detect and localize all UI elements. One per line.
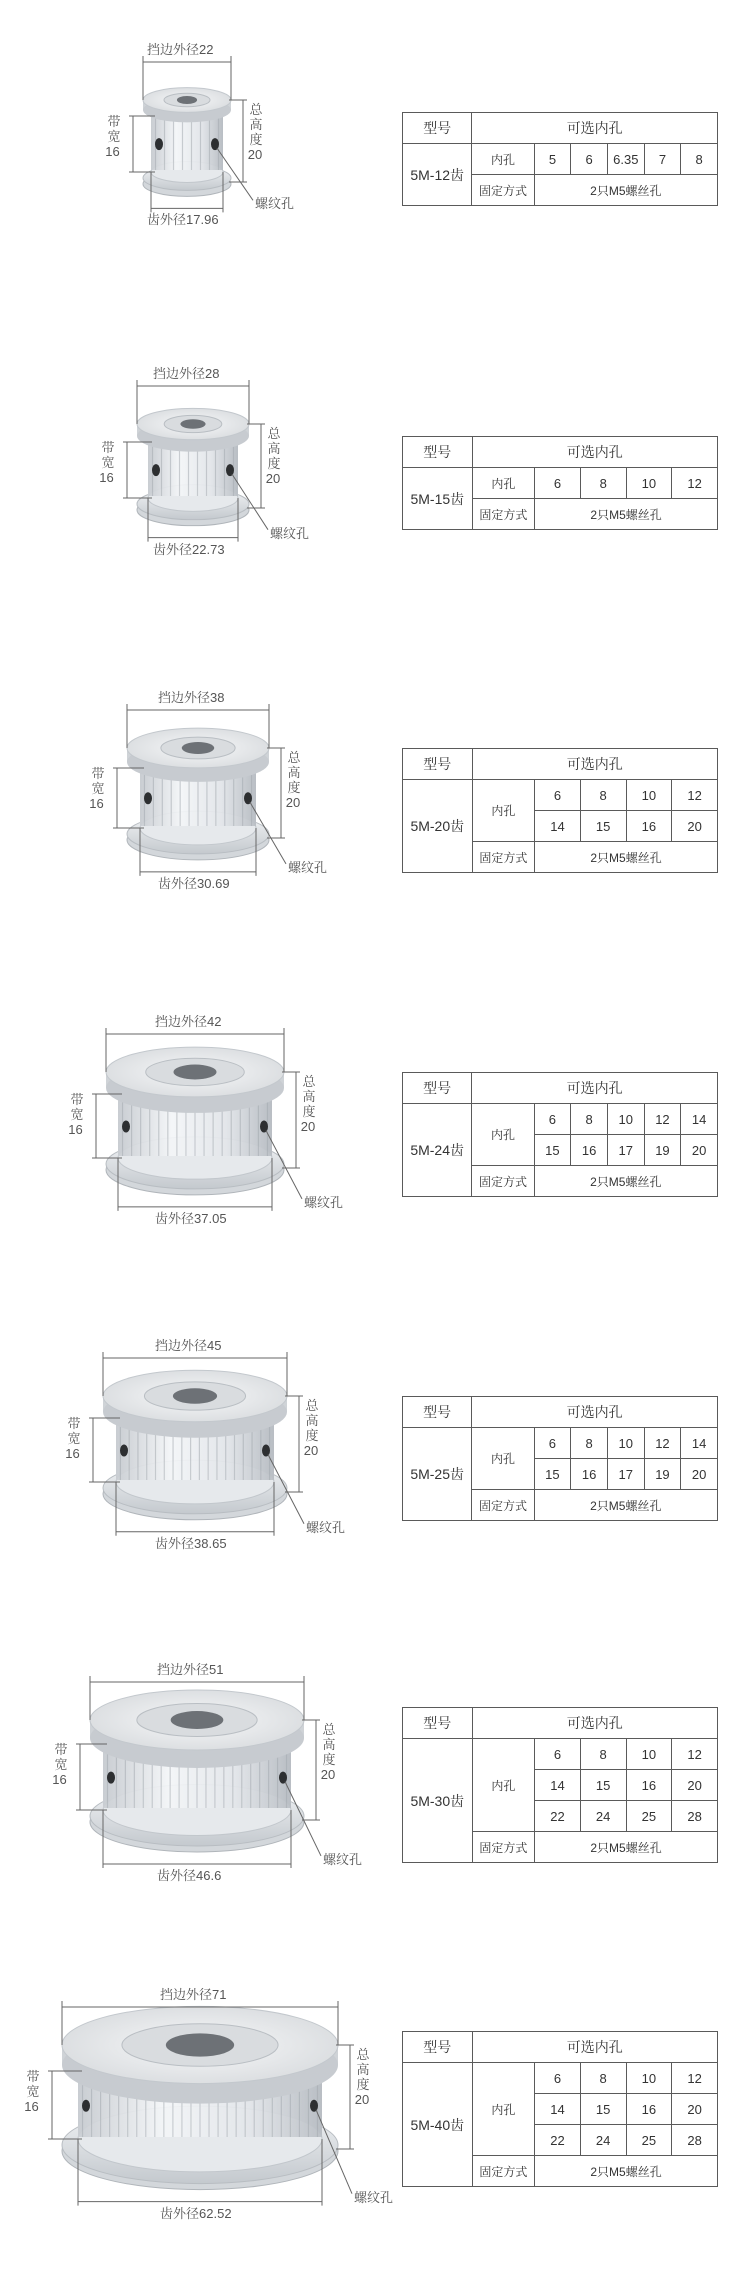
bore-size-cell: 16 <box>571 1135 608 1166</box>
belt-width-char: 宽 <box>70 1107 84 1122</box>
screw-hole-label: 螺纹孔 <box>288 859 328 875</box>
model-header: 型号 <box>403 113 472 144</box>
bore-size-cell: 6 <box>534 1104 571 1135</box>
tooth-diameter-label <box>158 876 230 892</box>
pulley-figure <box>0 1660 400 1960</box>
bore-size-cell: 14 <box>681 1104 718 1135</box>
pulley-figure <box>0 1012 400 1312</box>
total-height-char: 度 <box>267 456 281 471</box>
bore-size-cell: 8 <box>580 780 626 811</box>
bore-size-cell: 17 <box>607 1135 644 1166</box>
tooth-prefix: 齿外径 <box>155 1210 195 1226</box>
pulley-figure <box>0 688 400 988</box>
screw-hole-label: 螺纹孔 <box>270 525 310 541</box>
flange-value: 42 <box>207 1014 222 1029</box>
bore-size-cell: 12 <box>672 2063 718 2094</box>
bore-size-cell: 28 <box>672 1801 718 1832</box>
belt-width-label <box>91 766 105 811</box>
pulley-figure <box>0 40 400 340</box>
tooth-prefix: 齿外径 <box>158 875 198 891</box>
bore-size-cell: 6 <box>535 2063 581 2094</box>
model-header: 型号 <box>403 1073 472 1104</box>
belt-width-value: 16 <box>24 2099 39 2114</box>
flange-prefix: 挡边外径 <box>157 1662 210 1677</box>
total-height-char: 高 <box>356 2062 370 2077</box>
bore-size-cell: 24 <box>580 1801 626 1832</box>
screw-hole-left <box>120 1445 128 1457</box>
belt-width-char: 带 <box>54 1742 68 1757</box>
bore-size-cell: 8 <box>571 1428 608 1459</box>
flange-diameter-label <box>155 1014 221 1030</box>
model-header: 型号 <box>403 749 473 780</box>
pulley-drawing <box>0 40 400 340</box>
flange-diameter-label <box>147 42 213 58</box>
bore-row <box>403 1428 718 1459</box>
tooth-value: 17.96 <box>186 212 219 228</box>
bore-size-cell: 10 <box>626 780 672 811</box>
tooth-prefix: 齿外径 <box>153 541 193 557</box>
flange-prefix: 挡边外径 <box>147 42 200 57</box>
screw-hole-left <box>107 1772 115 1784</box>
bore-size-cell: 16 <box>626 1770 672 1801</box>
bore-hole <box>173 1388 217 1403</box>
spec-table <box>402 2031 718 2187</box>
tooth-value: 38.65 <box>194 1535 227 1551</box>
screw-hole-label: 螺纹孔 <box>306 1519 346 1535</box>
flange-value: 45 <box>207 1338 222 1353</box>
pulley-section <box>0 1012 750 1312</box>
model-header: 型号 <box>403 1708 473 1739</box>
bore-size-cell: 8 <box>681 144 718 175</box>
bore-size-cell: 19 <box>644 1459 681 1490</box>
table-header-row <box>403 1708 718 1739</box>
flange-diameter-label <box>155 1338 221 1354</box>
bore-label-cell: 内孔 <box>472 1739 535 1832</box>
flange-value: 22 <box>199 42 214 57</box>
bore-row <box>403 1739 718 1770</box>
bore-size-cell: 25 <box>626 2125 672 2156</box>
model-cell: 5M-12齿 <box>403 144 472 206</box>
belt-width-char: 带 <box>91 766 105 781</box>
total-height-value: 20 <box>320 1767 336 1782</box>
total-height-label <box>302 1074 316 1134</box>
tooth-value: 30.69 <box>197 875 230 891</box>
flange-prefix: 挡边外径 <box>158 690 211 705</box>
total-height-char: 总 <box>249 102 263 117</box>
table-header-row <box>403 1073 718 1104</box>
bore-size-cell: 12 <box>672 1739 718 1770</box>
belt-width-char: 宽 <box>54 1757 68 1772</box>
pulley-section <box>0 1660 750 1960</box>
belt-width-label <box>67 1416 81 1461</box>
bore-size-cell: 8 <box>580 468 626 499</box>
screw-hole-right <box>310 2100 318 2112</box>
screw-hole-right <box>260 1121 268 1133</box>
belt-width-label <box>54 1742 68 1787</box>
bore-size-cell: 10 <box>607 1104 644 1135</box>
screw-hole-left <box>144 792 152 804</box>
bore-size-cell: 20 <box>672 811 718 842</box>
tooth-diameter-label <box>153 542 225 558</box>
bore-size-cell: 22 <box>535 1801 581 1832</box>
total-height-label <box>287 750 301 810</box>
total-height-char: 总 <box>356 2047 370 2062</box>
flange-prefix: 挡边外径 <box>155 1014 208 1029</box>
mount-value-cell: 2只M5螺丝孔 <box>535 499 718 530</box>
bore-size-cell: 14 <box>535 811 581 842</box>
table-header-row <box>403 1397 718 1428</box>
bore-size-cell: 25 <box>626 1801 672 1832</box>
bore-size-cell: 10 <box>626 2063 672 2094</box>
pulley-drawing <box>0 364 400 664</box>
total-height-char: 度 <box>302 1104 316 1119</box>
total-height-char: 度 <box>249 132 263 147</box>
bore-size-cell: 12 <box>672 468 718 499</box>
tooth-prefix: 齿外径 <box>155 1535 195 1551</box>
total-height-char: 高 <box>302 1089 316 1104</box>
total-height-value: 20 <box>265 471 281 486</box>
belt-width-char: 宽 <box>91 781 105 796</box>
bore-options-header: 可选内孔 <box>472 1073 718 1104</box>
bore-options-header: 可选内孔 <box>472 1708 717 1739</box>
screw-hole-left <box>155 138 163 150</box>
model-cell: 5M-20齿 <box>403 780 473 873</box>
bore-row <box>403 1104 718 1135</box>
mount-label-cell: 固定方式 <box>472 499 535 530</box>
flange-diameter-label <box>153 366 219 382</box>
bore-size-cell: 15 <box>580 1770 626 1801</box>
pulley-drawing <box>0 688 400 988</box>
tooth-diameter-label <box>155 1536 227 1552</box>
model-header: 型号 <box>403 1397 472 1428</box>
belt-width-char: 宽 <box>26 2084 40 2099</box>
tooth-diameter-label <box>160 2206 232 2222</box>
flange-diameter-label <box>160 1987 226 2003</box>
belt-width-char: 宽 <box>101 455 115 470</box>
tooth-prefix: 齿外径 <box>147 212 187 228</box>
total-height-char: 度 <box>356 2077 370 2092</box>
table-header-row <box>403 749 718 780</box>
table-header-row <box>403 437 718 468</box>
pulley-figure <box>0 1336 400 1636</box>
mount-value-cell: 2只M5螺丝孔 <box>534 175 717 206</box>
belt-width-value: 16 <box>52 1772 67 1787</box>
bore-options-header: 可选内孔 <box>472 2032 717 2063</box>
bore-label-cell: 内孔 <box>472 1428 534 1490</box>
bore-size-cell: 10 <box>626 468 672 499</box>
screw-hole-right <box>211 138 219 150</box>
mount-label-cell: 固定方式 <box>472 2156 535 2187</box>
spec-table <box>402 1396 718 1521</box>
mount-value-cell: 2只M5螺丝孔 <box>534 1166 717 1197</box>
bore-size-cell: 8 <box>571 1104 608 1135</box>
bore-size-cell: 15 <box>534 1135 571 1166</box>
total-height-value: 20 <box>354 2092 370 2107</box>
total-height-char: 总 <box>267 426 281 441</box>
total-height-char: 高 <box>305 1413 319 1428</box>
bore-size-cell: 15 <box>580 2094 626 2125</box>
bore-size-cell: 6 <box>571 144 608 175</box>
flange-value: 28 <box>205 366 220 381</box>
flange-value: 51 <box>209 1662 224 1677</box>
tooth-value: 46.6 <box>196 1867 222 1883</box>
screw-hole-right <box>262 1445 270 1457</box>
pulley-drawing <box>0 1660 400 1960</box>
bore-row <box>403 780 718 811</box>
pulley-drawing <box>0 1985 400 2285</box>
model-cell: 5M-24齿 <box>403 1104 472 1197</box>
belt-width-char: 带 <box>107 114 121 129</box>
bore-size-cell: 24 <box>580 2125 626 2156</box>
bore-size-cell: 12 <box>644 1104 681 1135</box>
pulley-section <box>0 364 750 664</box>
mount-value-cell: 2只M5螺丝孔 <box>535 842 718 873</box>
mount-label-cell: 固定方式 <box>472 1832 535 1863</box>
tooth-value: 62.52 <box>199 2205 232 2221</box>
total-height-char: 高 <box>267 441 281 456</box>
total-height-char: 总 <box>287 750 301 765</box>
model-cell: 5M-30齿 <box>403 1739 473 1863</box>
bore-size-cell: 14 <box>535 2094 581 2125</box>
flange-value: 71 <box>212 1987 227 2002</box>
belt-width-char: 宽 <box>67 1431 81 1446</box>
belt-width-value: 16 <box>65 1446 80 1461</box>
spec-table <box>402 436 718 530</box>
bore-label-cell: 内孔 <box>472 2063 535 2156</box>
bore-label-cell: 内孔 <box>472 1104 534 1166</box>
bore-hole <box>177 96 197 104</box>
screw-hole-right <box>279 1772 287 1784</box>
total-height-label <box>305 1398 319 1458</box>
bore-size-cell: 7 <box>644 144 681 175</box>
bore-size-cell: 12 <box>644 1428 681 1459</box>
belt-width-label <box>101 440 115 485</box>
total-height-char: 总 <box>302 1074 316 1089</box>
bore-hole <box>166 2033 234 2056</box>
bore-size-cell: 16 <box>626 811 672 842</box>
belt-width-char: 带 <box>67 1416 81 1431</box>
spec-table <box>402 1707 718 1863</box>
bore-size-cell: 6 <box>535 1739 581 1770</box>
bore-size-cell: 14 <box>681 1428 718 1459</box>
pulley-figure <box>0 364 400 664</box>
model-header: 型号 <box>403 437 473 468</box>
spec-table <box>402 1072 718 1197</box>
total-height-value: 20 <box>285 795 301 810</box>
total-height-value: 20 <box>247 147 263 162</box>
total-height-label <box>267 426 281 486</box>
tooth-value: 37.05 <box>194 1210 227 1226</box>
total-height-label <box>249 102 263 162</box>
mount-label-cell: 固定方式 <box>472 175 534 206</box>
total-height-value: 20 <box>303 1443 319 1458</box>
total-height-char: 高 <box>249 117 263 132</box>
bore-size-cell: 8 <box>580 1739 626 1770</box>
bore-size-cell: 6 <box>534 1428 571 1459</box>
tooth-diameter-label <box>147 212 219 228</box>
bore-size-cell: 20 <box>681 1459 718 1490</box>
mount-label-cell: 固定方式 <box>472 1490 534 1521</box>
flange-prefix: 挡边外径 <box>155 1338 208 1353</box>
spec-table <box>402 112 718 206</box>
total-height-char: 总 <box>305 1398 319 1413</box>
pulley-figure <box>0 1985 400 2285</box>
tooth-prefix: 齿外径 <box>157 1867 197 1883</box>
bore-row <box>403 2063 718 2094</box>
screw-hole-left <box>82 2100 90 2112</box>
tooth-diameter-label <box>157 1868 221 1884</box>
flange-prefix: 挡边外径 <box>153 366 206 381</box>
bore-size-cell: 22 <box>535 2125 581 2156</box>
tooth-prefix: 齿外径 <box>160 2205 200 2221</box>
mount-value-cell: 2只M5螺丝孔 <box>534 1490 717 1521</box>
bore-options-header: 可选内孔 <box>472 113 718 144</box>
bore-size-cell: 28 <box>672 2125 718 2156</box>
flange-diameter-label <box>158 690 224 706</box>
bore-row <box>403 144 718 175</box>
pulley-drawing <box>0 1336 400 1636</box>
total-height-char: 度 <box>287 780 301 795</box>
bore-size-cell: 16 <box>626 2094 672 2125</box>
tooth-value: 22.73 <box>192 541 225 557</box>
belt-width-label <box>26 2069 40 2114</box>
belt-width-value: 16 <box>99 470 114 485</box>
belt-width-value: 16 <box>105 144 120 159</box>
bore-size-cell: 17 <box>607 1459 644 1490</box>
screw-hole-right <box>226 464 234 476</box>
table-header-row <box>403 113 718 144</box>
bore-label-cell: 内孔 <box>472 780 535 842</box>
bore-hole <box>171 1711 224 1729</box>
bore-size-cell: 14 <box>535 1770 581 1801</box>
bore-label-cell: 内孔 <box>472 144 534 175</box>
mount-label-cell: 固定方式 <box>472 1166 534 1197</box>
bore-size-cell: 20 <box>681 1135 718 1166</box>
spec-table <box>402 748 718 873</box>
total-height-char: 总 <box>322 1722 336 1737</box>
bore-size-cell: 16 <box>571 1459 608 1490</box>
screw-hole-label: 螺纹孔 <box>323 1851 363 1867</box>
bore-row <box>403 468 718 499</box>
total-height-label <box>356 2047 370 2107</box>
bore-size-cell: 5 <box>534 144 571 175</box>
model-cell: 5M-25齿 <box>403 1428 472 1521</box>
total-height-label <box>322 1722 336 1782</box>
bore-options-header: 可选内孔 <box>472 1397 718 1428</box>
model-header: 型号 <box>403 2032 473 2063</box>
total-height-char: 高 <box>322 1737 336 1752</box>
screw-hole-label: 螺纹孔 <box>304 1194 344 1210</box>
belt-width-char: 带 <box>70 1092 84 1107</box>
bore-size-cell: 15 <box>580 811 626 842</box>
total-height-value: 20 <box>300 1119 316 1134</box>
screw-hole-left <box>152 464 160 476</box>
mount-value-cell: 2只M5螺丝孔 <box>535 2156 718 2187</box>
mount-value-cell: 2只M5螺丝孔 <box>535 1832 718 1863</box>
model-cell: 5M-15齿 <box>403 468 473 530</box>
belt-width-label <box>70 1092 84 1137</box>
bore-hole <box>173 1065 216 1080</box>
bore-options-header: 可选内孔 <box>472 437 717 468</box>
pulley-section <box>0 1985 750 2285</box>
bore-options-header: 可选内孔 <box>472 749 717 780</box>
bore-size-cell: 6 <box>535 468 581 499</box>
tooth-diameter-label <box>155 1211 227 1227</box>
bore-size-cell: 6 <box>535 780 581 811</box>
belt-width-char: 带 <box>26 2069 40 2084</box>
belt-width-value: 16 <box>89 796 104 811</box>
bore-size-cell: 10 <box>626 1739 672 1770</box>
bore-size-cell: 20 <box>672 1770 718 1801</box>
bore-label-cell: 内孔 <box>472 468 535 499</box>
pulley-drawing <box>0 1012 400 1312</box>
screw-hole-label: 螺纹孔 <box>255 196 295 212</box>
flange-diameter-label <box>157 1662 223 1678</box>
belt-width-value: 16 <box>68 1122 83 1137</box>
bore-size-cell: 12 <box>672 780 718 811</box>
total-height-char: 度 <box>305 1428 319 1443</box>
bore-hole <box>180 419 205 428</box>
pulley-section <box>0 688 750 988</box>
bore-hole <box>182 742 214 754</box>
total-height-char: 高 <box>287 765 301 780</box>
belt-width-char: 带 <box>101 440 115 455</box>
screw-hole-left <box>122 1121 130 1133</box>
screw-hole-right <box>244 792 252 804</box>
pulley-section <box>0 40 750 340</box>
belt-width-char: 宽 <box>107 129 121 144</box>
screw-hole-label: 螺纹孔 <box>354 2189 394 2205</box>
bore-size-cell: 10 <box>607 1428 644 1459</box>
flange-prefix: 挡边外径 <box>160 1987 213 2002</box>
bore-size-cell: 15 <box>534 1459 571 1490</box>
model-cell: 5M-40齿 <box>403 2063 473 2187</box>
flange-value: 38 <box>210 690 225 705</box>
table-header-row <box>403 2032 718 2063</box>
bore-size-cell: 6.35 <box>607 144 644 175</box>
belt-width-label <box>107 114 121 159</box>
bore-size-cell: 20 <box>672 2094 718 2125</box>
bore-size-cell: 19 <box>644 1135 681 1166</box>
total-height-char: 度 <box>322 1752 336 1767</box>
mount-label-cell: 固定方式 <box>472 842 535 873</box>
pulley-section <box>0 1336 750 1636</box>
bore-size-cell: 8 <box>580 2063 626 2094</box>
